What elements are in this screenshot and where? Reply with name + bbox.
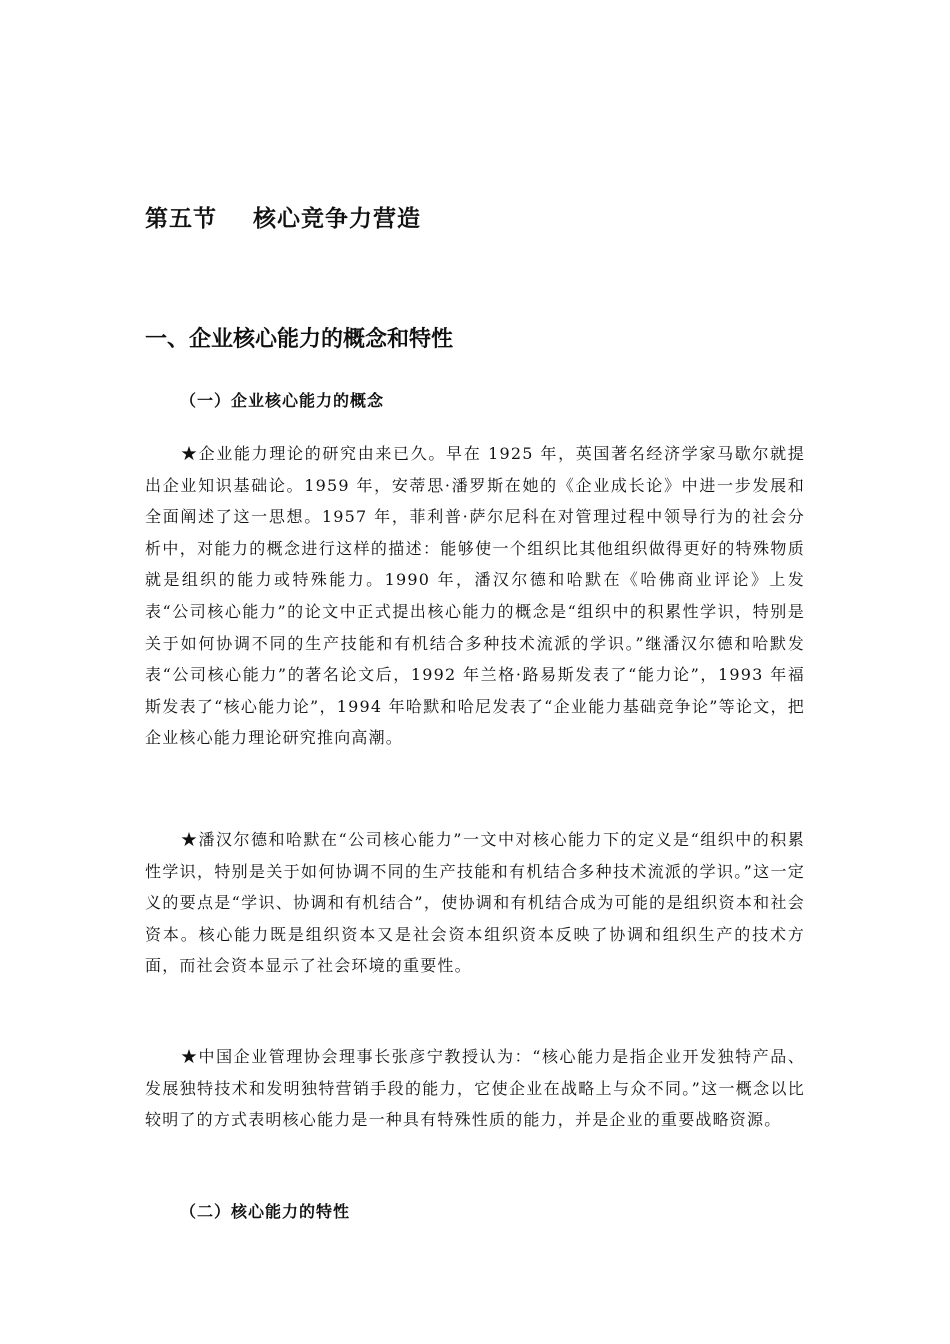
paragraph-definition: ★潘汉尔德和哈默在“公司核心能力”一文中对核心能力下的定义是“组织中的积累性学识，特别是关于如何协调不同的生产技能和有机结合多种技术流派的学识。”这一定义的要点是“学识、协调和有机结合”，使协调和有机结合成为可能的是组织资本和社会资本。核心能力既是组织资本又是社会资本组织资本反映了协调和组织生产的技术方面，而社会资本显示了社会环境的重要性。 (145, 830, 805, 976)
section-title: 第五节 核心竞争力营造 (145, 206, 422, 232)
paragraph-history: ★企业能力理论的研究由来已久。早在 1925 年，英国著名经济学家马歇尔就提出企业知识基础论。1959 年，安蒂思·潘罗斯在她的《企业成长论》中进一步发展和全面阐述了这一思想。1957 年，菲利普·萨尔尼科在对管理过程中领导行为的社会分析中，对能力的概念进行这样的描述：能够使一个组织比其他组织做得更好的特殊物质就是组织的能力或特殊能力。1990 年，潘汉尔德和哈默在《哈佛商业评论》上发表“公司核心能力”的论文中正式提出核心能力的概念是“组织中的积累性学识，特别是关于如何协调不同的生产技能和有机结合多种技术流派的学识。”继潘汉尔德和哈默发表“公司核心能力”的著名论文后，1992 年兰格·路易斯发表了“能力论”，1993 年福斯发表了“核心能力论”，1994 年哈默和哈尼发表了“企业能力基础竞争论”等论文，把企业核心能力理论研究推向高潮。 (145, 444, 805, 748)
chapter-heading: 一、企业核心能力的概念和特性 (145, 327, 454, 352)
paragraph-zhang: ★中国企业管理协会理事长张彦宁教授认为：“核心能力是指企业开发独特产品、发展独特技术和发明独特营销手段的能力，它使企业在战略上与众不同。”这一概念以比较明了的方式表明核心能力是一种具有特殊性质的能力，并是企业的重要战略资源。 (145, 1047, 805, 1130)
subheading-characteristics: （二）核心能力的特性 (180, 1202, 351, 1221)
subheading-concept: （一）企业核心能力的概念 (180, 391, 385, 410)
